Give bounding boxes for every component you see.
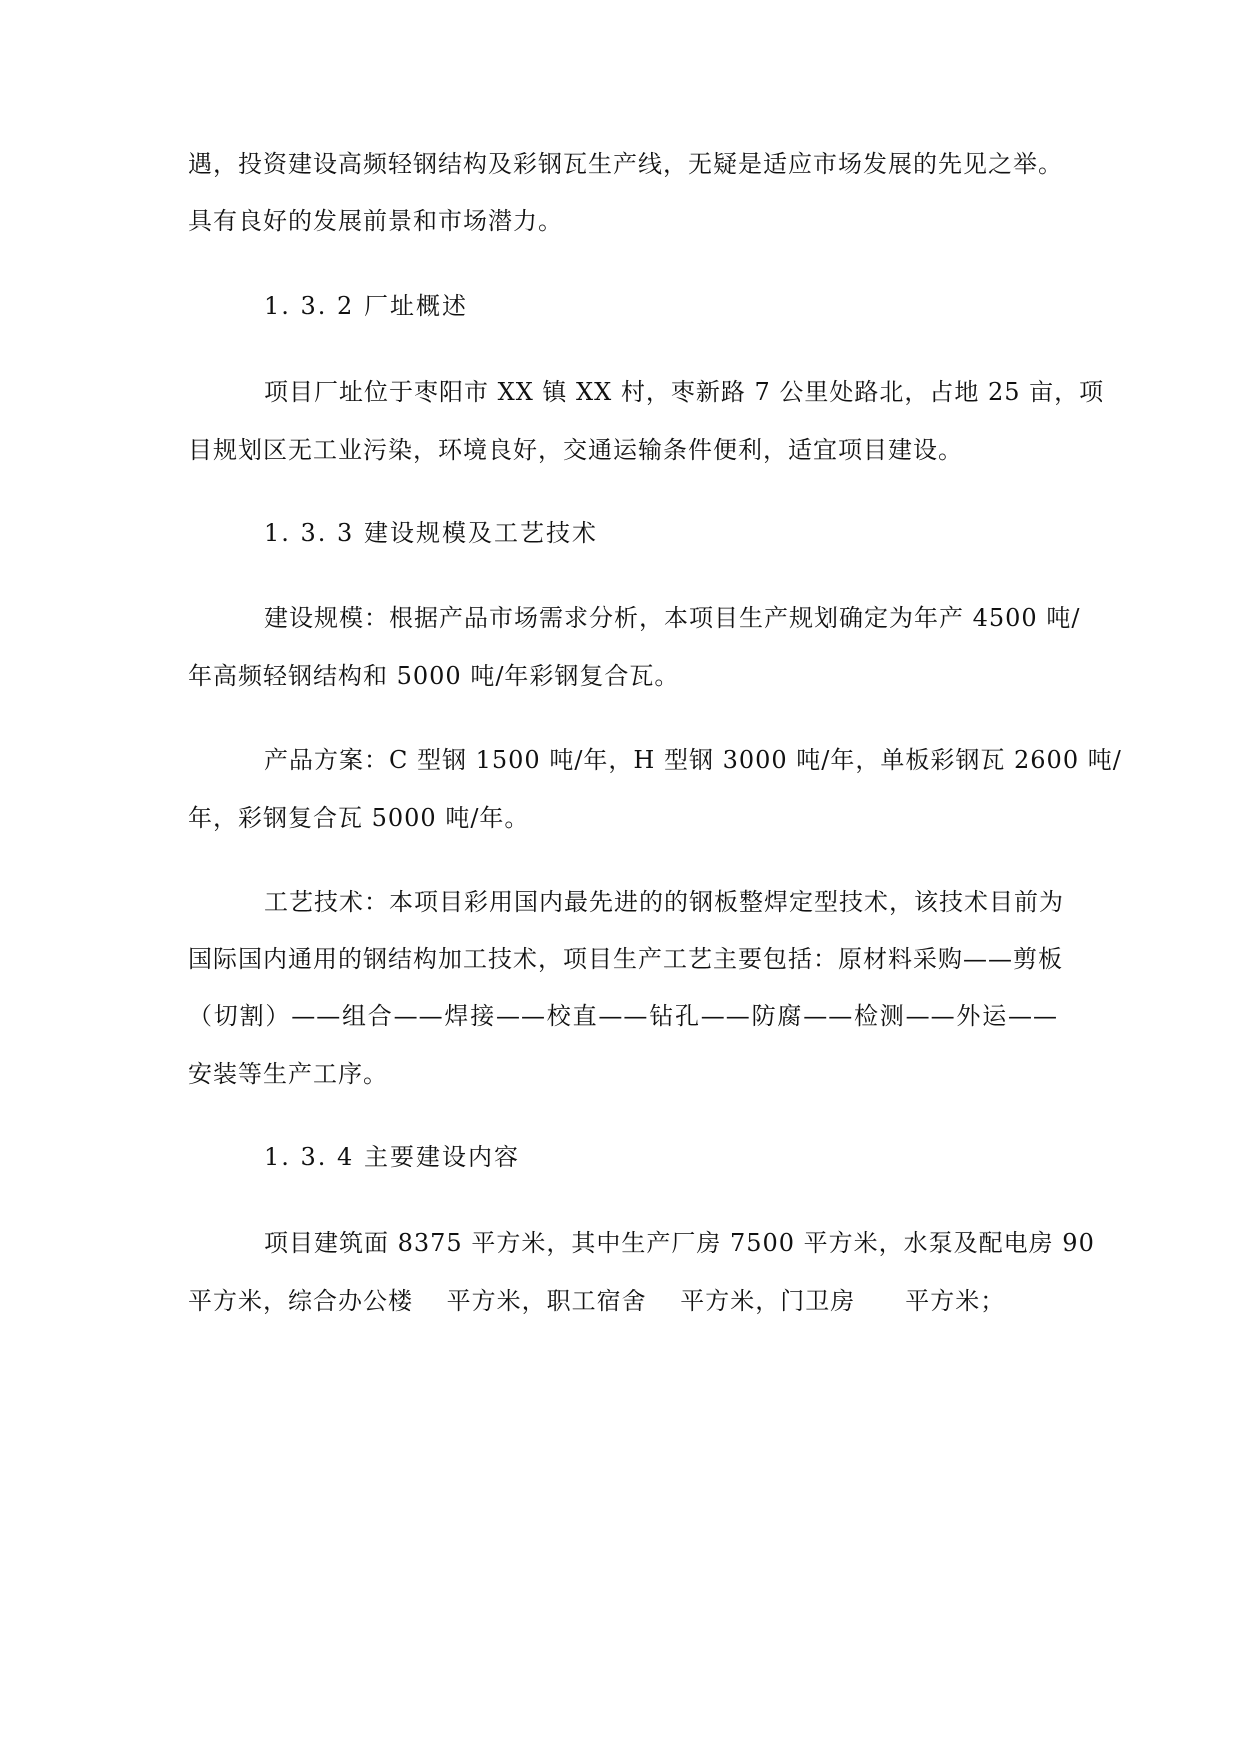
paragraph-line: 目规划区无工业污染，环境良好，交通运输条件便利，适宜项目建设。 bbox=[188, 436, 963, 464]
paragraph-line: 安装等生产工序。 bbox=[188, 1060, 388, 1088]
paragraph-line: 国际国内通用的钢结构加工技术，项目生产工艺主要包括：原材料采购——剪板 bbox=[188, 945, 1063, 973]
paragraph-line: 项目厂址位于枣阳市 XX 镇 XX 村，枣新路 7 公里处路北，占地 25 亩，项 bbox=[264, 378, 1105, 406]
paragraph-line: 产品方案：C 型钢 1500 吨/年，H 型钢 3000 吨/年，单板彩钢瓦 2600 吨/ bbox=[264, 746, 1122, 774]
paragraph-line: 建设规模：根据产品市场需求分析，本项目生产规划确定为年产 4500 吨/ bbox=[264, 604, 1081, 632]
paragraph-line: 项目建筑面 8375 平方米，其中生产厂房 7500 平方米，水泵及配电房 90 bbox=[264, 1229, 1095, 1257]
paragraph-line: 工艺技术：本项目彩用国内最先进的的钢板整焊定型技术，该技术目前为 bbox=[264, 888, 1064, 916]
paragraph-line: 遇，投资建设高频轻钢结构及彩钢瓦生产线，无疑是适应市场发展的先见之举。 bbox=[188, 150, 1063, 178]
paragraph-line: 具有良好的发展前景和市场潜力。 bbox=[188, 207, 563, 235]
paragraph-line: 平方米，综合办公楼 平方米，职工宿舍 平方米，门卫房 平方米； bbox=[188, 1287, 1006, 1315]
paragraph-line: 年高频轻钢结构和 5000 吨/年彩钢复合瓦。 bbox=[188, 662, 680, 690]
section-heading: 1. 3. 2 厂址概述 bbox=[264, 292, 468, 320]
section-heading: 1. 3. 4 主要建设内容 bbox=[264, 1143, 520, 1171]
paragraph-line: 年，彩钢复合瓦 5000 吨/年。 bbox=[188, 804, 530, 832]
paragraph-line: （切割）——组合——焊接——校直——钻孔——防腐——检测——外运—— bbox=[188, 1002, 1058, 1030]
section-heading: 1. 3. 3 建设规模及工艺技术 bbox=[264, 519, 598, 547]
